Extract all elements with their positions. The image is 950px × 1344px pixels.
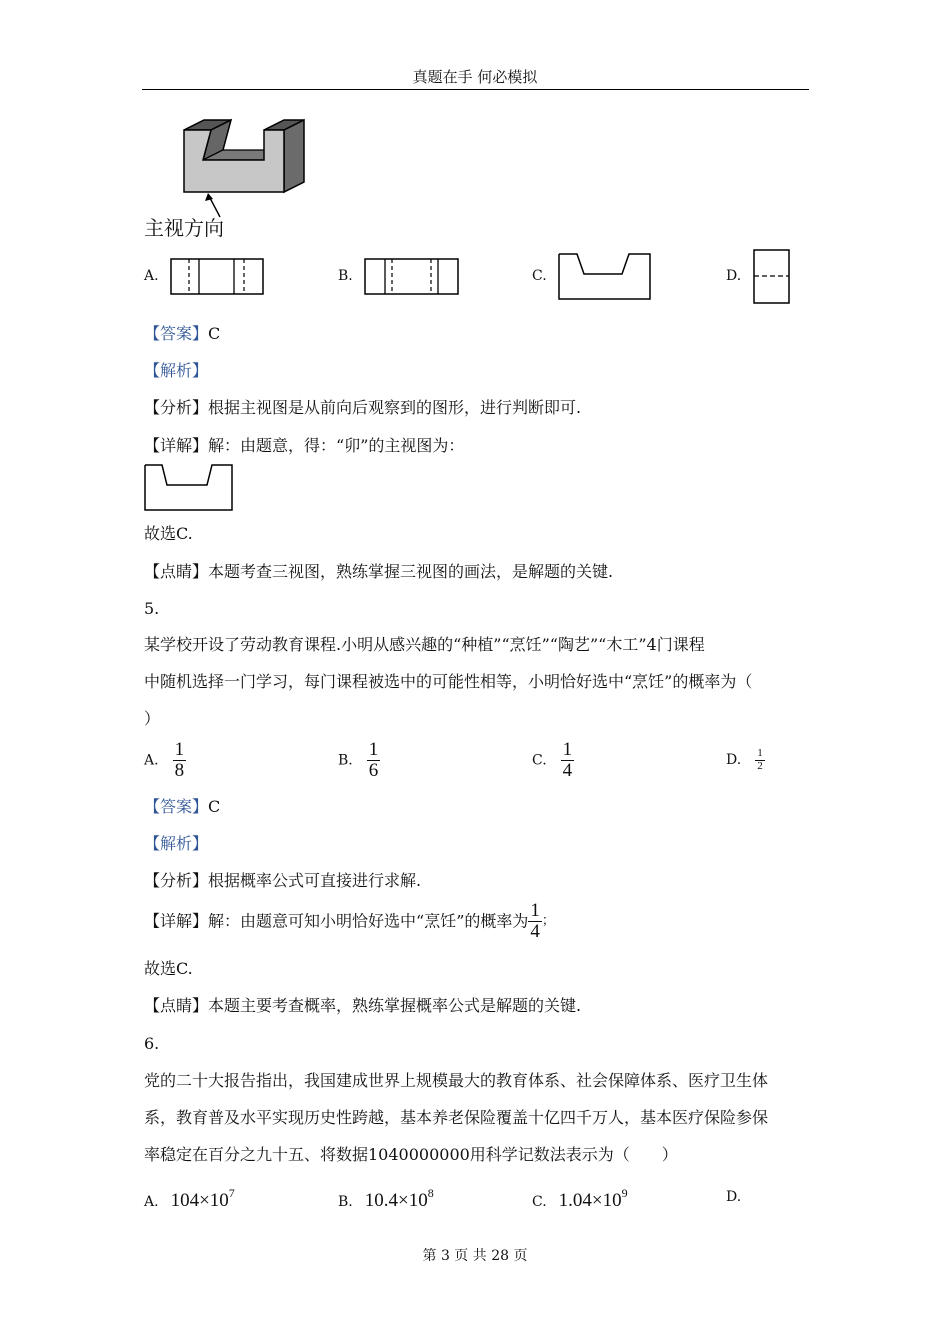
answer-tag: 【答案】 [144,797,209,816]
header-divider [142,89,809,90]
dianjing-text: 本题主要考查概率，熟练掌握概率公式是解题的关键. [208,996,582,1015]
denominator: 6 [368,759,379,781]
q6-number: 6. [144,1034,160,1053]
option-label: B. [338,1194,353,1210]
q5-answer-row [144,797,220,817]
answer-value: C [208,797,221,816]
xiangjie-tag: 【详解】 [144,436,209,455]
xiangjie-text: 解：由题意可知小明恰好选中“烹饪”的概率为 [208,911,529,931]
option-b-figure [364,258,460,295]
q6-option-a [144,1186,235,1212]
dianjing-text: 本题考查三视图，熟练掌握三视图的画法，是解题的关键. [208,562,614,581]
solid-3d-figure [180,118,310,218]
option-math [170,1186,235,1211]
q5-option-d [726,748,765,772]
fenxi-tag: 【分析】 [144,871,209,890]
option-label: A. [144,1194,159,1210]
q5-stem-line-2: 中随机选择一门学习，每门课程被选中的可能性相等，小明恰好选中“烹饪”的概率为（ [144,672,753,691]
fenxi-text: 根据概率公式可直接进行求解. [208,871,422,890]
option-label: B. [338,752,353,769]
q6-stem-line-2: 系，教育普及水平实现历史性跨越，基本养老保险覆盖十亿四千万人，基本医疗保险参保 [144,1108,769,1127]
math-base: 104×10 [170,1190,229,1211]
denominator: 4 [562,759,573,781]
q6-stem-line-1: 党的二十大报告指出，我国建成世界上规模最大的教育体系、社会保障体系、医疗卫生体 [144,1071,769,1090]
q6-option-d [726,1186,741,1205]
q4-fenxi-row [144,398,581,418]
answer-value: C [208,324,221,343]
numerator: 1 [562,739,573,760]
q5-number: 5. [144,599,160,618]
fenxi-text: 根据主视图是从前向后观察到的图形，进行判断即可. [208,398,582,417]
q5-stem-line-1: 某学校开设了劳动教育课程.小明从感兴趣的“种植”“烹饪”“陶艺”“木工”4门课程 [144,635,705,654]
math-base: 10.4×10 [364,1190,428,1211]
answer-tag: 【答案】 [144,324,209,343]
q5-option-c [532,740,574,781]
math-base: 1.04×10 [558,1190,622,1211]
math-exponent: 7 [228,1186,235,1200]
direction-label: 主视方向 [144,216,224,240]
fraction [561,740,575,781]
q6-option-b [338,1186,434,1212]
q5-fenxi-row [144,871,421,891]
q5-dianjing-row [144,996,581,1016]
q4-answer-row [144,324,220,344]
denominator: 4 [530,920,540,942]
q4-conclusion: 故选C. [144,524,193,543]
fraction [367,740,381,781]
q5-conclusion: 故选C. [144,959,193,978]
option-label: D. [726,752,742,769]
q4-jiexi-tag: 【解析】 [144,361,209,380]
option-label: C. [532,1194,547,1210]
numerator: 1 [530,900,540,921]
option-math [558,1186,628,1211]
xiangjie-end: ； [541,913,555,929]
denominator: 8 [174,759,185,781]
fraction [755,748,765,772]
option-label: A. [144,752,159,769]
numerator: 1 [174,739,185,760]
q5-option-a [144,740,186,781]
option-c-figure [558,253,652,301]
option-a-figure [170,258,264,295]
numerator: 1 [757,747,763,759]
fenxi-tag: 【分析】 [144,398,209,417]
q5-stem-line-3: ） [144,709,161,728]
q6-option-c [532,1186,628,1212]
math-exponent: 8 [427,1186,434,1200]
page-header: 真题在手 何必模拟 [412,68,538,86]
xiangjie-tag: 【详解】 [144,911,209,931]
q4-xiangjie-row [144,436,464,456]
q6-stem-line-3: 率稳定在百分之九十五、将数据1040000000用科学记数法表示为（ ） [144,1145,678,1164]
xiangjie-text: 解：由题意，得：“卯”的主视图为： [208,436,465,455]
front-view-figure [144,464,234,512]
numerator: 1 [368,739,379,760]
math-exponent: 9 [621,1186,628,1200]
fraction [173,740,187,781]
option-d-figure [753,249,791,305]
option-label: C. [532,752,547,769]
option-label: D. [726,1189,742,1205]
q4-dianjing-row [144,562,613,582]
q5-jiexi-tag: 【解析】 [144,834,209,853]
option-math [364,1186,434,1211]
q4-option-a-label: A. [144,268,159,284]
q5-xiangjie-row [144,901,555,942]
dianjing-tag: 【点睛】 [144,996,209,1015]
q4-option-d-label: D. [726,268,742,284]
denominator: 2 [757,759,763,772]
page-footer: 第 3 页 共 28 页 [422,1248,528,1264]
q5-option-b [338,740,380,781]
dianjing-tag: 【点睛】 [144,562,209,581]
xiangjie-fraction [528,901,542,942]
q4-option-b-label: B. [338,268,353,284]
q4-option-c-label: C. [532,268,547,284]
